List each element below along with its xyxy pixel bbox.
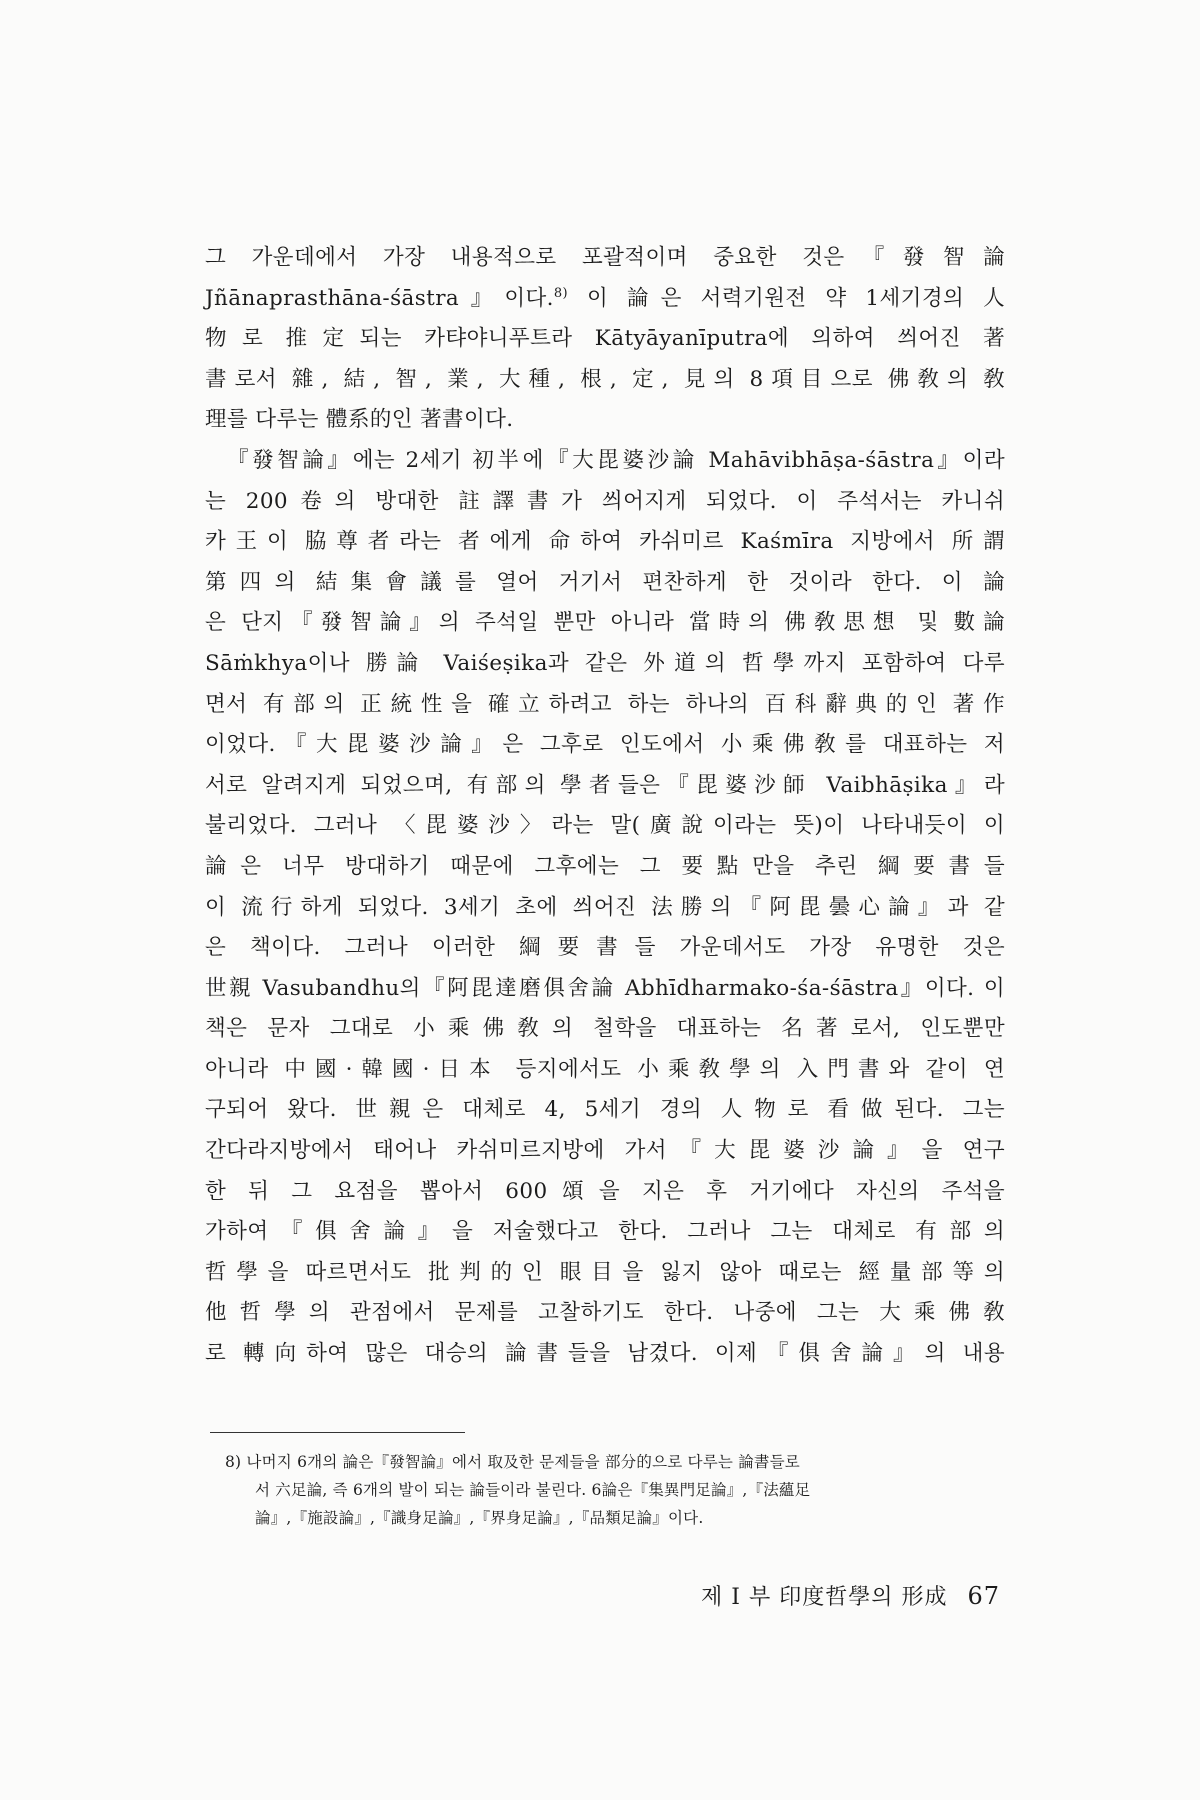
footnote-line: 서 六足論, 즉 6개의 발이 되는 論들이라 불린다. 6論은『集異門足論』,『法蘊足	[255, 1481, 811, 1499]
footnote-line: 8) 나머지 6개의 論은『發智論』에서 取及한 문제들을 部分的으로 다루는 論書들로	[225, 1453, 800, 1471]
running-title: 제 I 부 印度哲學의 形成	[701, 1585, 948, 1610]
text-line: 理를 다루는 體系的인 著書이다.	[205, 407, 514, 433]
text-line: 第四의 結集會議를 열어 거기서 편찬하게 한 것이라 한다. 이 論	[205, 569, 1005, 595]
text-line: 哲學을 따르면서도 批判的인 眼目을 잃지 않아 때로는 經量部等의	[205, 1259, 1005, 1285]
text-line: 간다라지방에서 태어나 카쉬미르지방에 가서『大毘婆沙論』을 연구	[205, 1138, 1005, 1164]
footnote-line: 論』,『施設論』,『識身足論』,『界身足論』,『品類足論』이다.	[255, 1509, 704, 1527]
footnote-ref[interactable]: 8)	[553, 285, 569, 301]
text-line: 아니라 中國·韓國·日本 등지에서도 小乘敎學의 入門書와 같이 연	[205, 1056, 1005, 1082]
text-line: 는 200卷의 방대한 註譯書가 씌어지게 되었다. 이 주석서는 카니쉬	[205, 488, 1005, 514]
text-line: 한 뒤 그 요점을 뽑아서 600頌을 지은 후 거기에다 자신의 주석을	[205, 1178, 1005, 1204]
text-line: 論은 너무 방대하기 때문에 그후에는 그 要點만을 추린 綱要書들	[205, 853, 1005, 879]
text-line: 他哲學의 관점에서 문제를 고찰하기도 한다. 나중에 그는 大乘佛敎	[205, 1300, 1005, 1326]
text-line: 카王이 脇尊者라는 者에게 命하여 카쉬미르 Kaśmīra 지방에서 所謂	[205, 529, 1005, 555]
text-line: 이었다.『大毘婆沙論』은 그후로 인도에서 小乘佛敎를 대표하는 저	[205, 732, 1005, 758]
text-segment: 이 論은 서력기원전 약 1세기경의 人	[568, 285, 1005, 311]
text-line: 로 轉向하여 많은 대승의 論書들을 남겼다. 이제『俱舍論』의 내용	[205, 1341, 1005, 1367]
text-line: 그 가운데에서 가장 내용적으로 포괄적이며 중요한 것은『發智論	[205, 245, 1005, 270]
text-line: 가하여『俱舍論』을 저술했다고 한다. 그러나 그는 대체로 有部의	[205, 1219, 1005, 1245]
page-number: 67	[967, 1582, 1000, 1610]
running-footer	[701, 1580, 1000, 1611]
text-line: 구되어 왔다. 世親은 대체로 4, 5세기 경의 人物로 看做된다. 그는	[205, 1097, 1005, 1123]
text-line: 책은 문자 그대로 小乘佛敎의 철학을 대표하는 名著로서, 인도뿐만	[205, 1016, 1005, 1042]
body-text	[205, 238, 1005, 1375]
text-segment: Jñānaprasthāna-śāstra』이다.	[205, 285, 554, 311]
text-line: 은 책이다. 그러나 이러한 綱要書들 가운데서도 가장 유명한 것은	[205, 935, 1005, 961]
text-line-with-footnote-ref	[205, 279, 1005, 320]
text-line: 書로서 雜, 結, 智, 業, 大種, 根, 定, 見의 8項目으로 佛敎의 敎	[205, 366, 1005, 392]
text-line: 物로 推定되는 카탸야니푸트라 Kātyāyanīputra에 의하여 씌어진 著	[205, 326, 1005, 352]
text-line: 이 流行하게 되었다. 3세기 초에 씌어진 法勝의『阿毘曇心論』과 같	[205, 894, 1005, 920]
text-line: 『發智論』에는 2세기 初半에『大毘婆沙論 Mahāvibhāṣa-śāstra』이라	[227, 447, 1005, 473]
text-line: 면서 有部의 正統性을 確立하려고 하는 하나의 百科辭典的인 著作	[205, 691, 1005, 717]
text-line: 불리었다. 그러나 〈毘婆沙〉라는 말(廣說이라는 뜻)이 나타내듯이 이	[205, 813, 1005, 839]
text-line: 서로 알려지게 되었으며, 有部의 學者들은『毘婆沙師 Vaibhāṣika』라	[205, 772, 1005, 798]
footnotes	[225, 1448, 1005, 1532]
text-line: 世親 Vasubandhu의『阿毘達磨俱舍論 Abhīdharmako-śa-śāstra』이다. 이	[205, 975, 1005, 1001]
text-line: Sāṁkhya이나 勝論 Vaiśeṣika과 같은 外道의 哲學까지 포함하여 다루	[205, 650, 1005, 676]
text-line: 은 단지『發智論』의 주석일 뿐만 아니라 當時의 佛敎思想 및 數論	[205, 610, 1005, 636]
footnote-divider	[210, 1432, 465, 1433]
